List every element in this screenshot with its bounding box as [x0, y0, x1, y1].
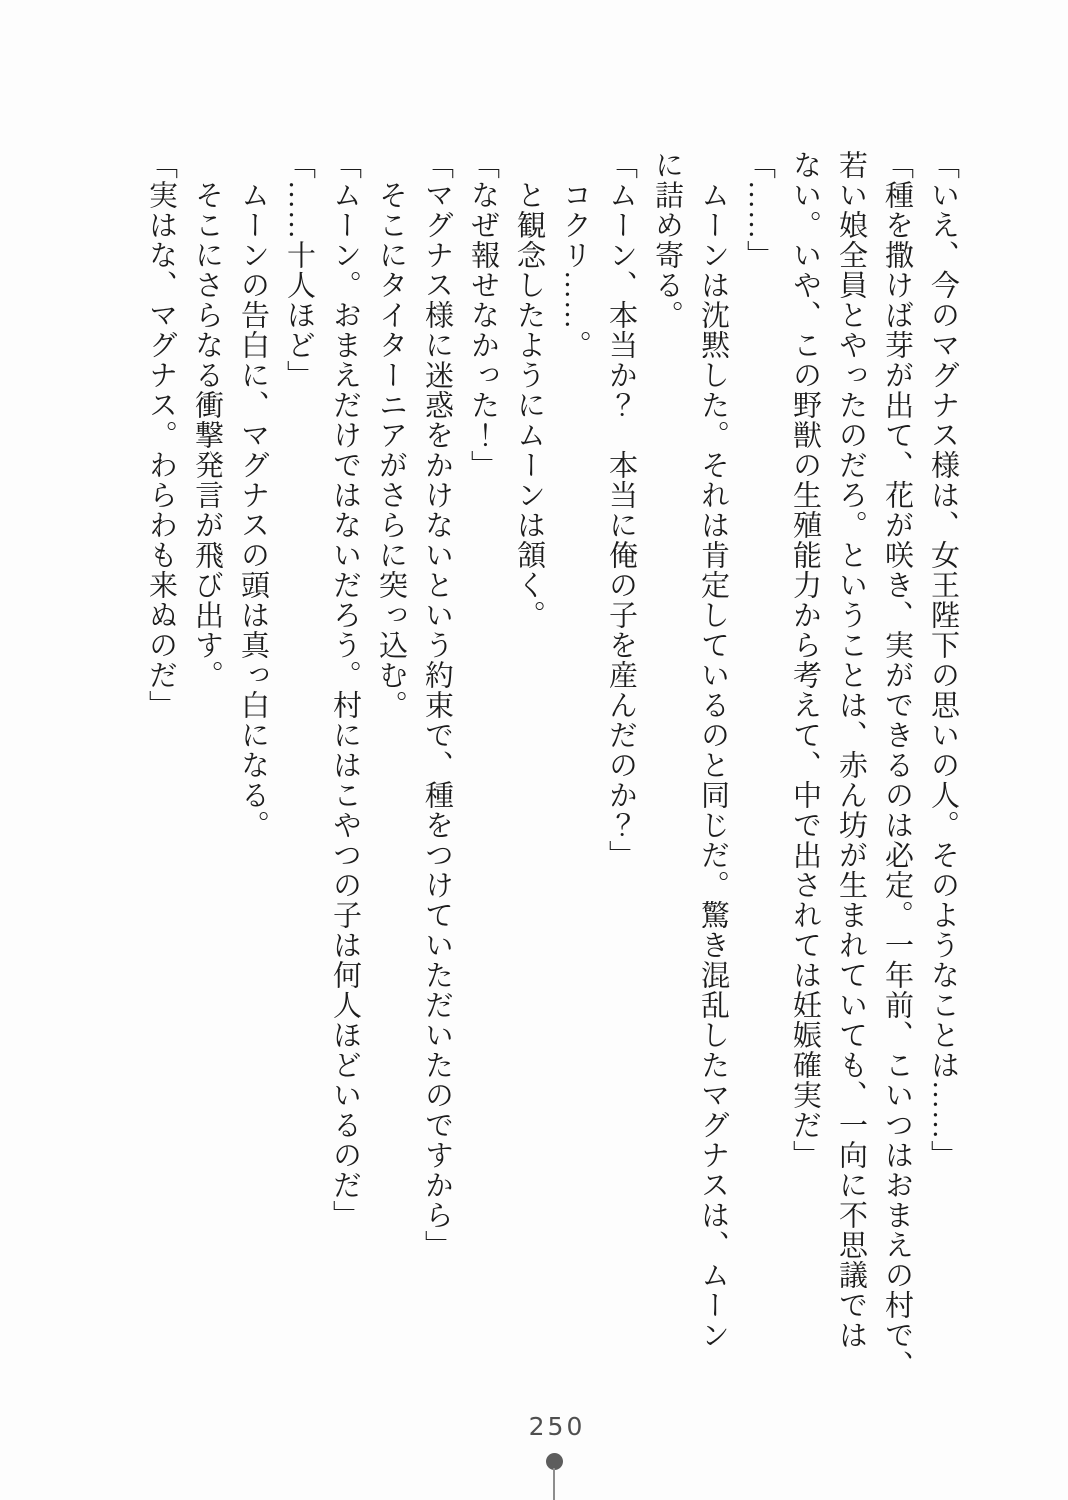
text-line-9: コクリ……。: [559, 180, 591, 360]
page-number: 250: [528, 1412, 586, 1441]
text-line-17: そこにさらなる衝撃発言が飛び出す。: [191, 180, 223, 690]
text-line-5: 「……」: [743, 150, 775, 270]
text-line-3: 若い娘全員とやったのだろ。ということは、赤ん坊が生まれていても、一向に不思議では: [835, 150, 867, 1350]
text-line-14: 「ムーン。おまえだけではないだろう。村にはこやつの子は何人ほどいるのだ」: [329, 150, 361, 1230]
text-line-11: 「なぜ報せなかった！」: [467, 150, 499, 480]
text-line-2: 「種を撒けば芽が出て、花が咲き、実ができるのは必定。一年前、こいつはおまえの村で、: [881, 150, 913, 1380]
text-line-15: 「……十人ほど」: [283, 150, 315, 390]
footer-line: [553, 1468, 555, 1500]
text-line-1: 「いえ、今のマグナス様は、女王陛下の思いの人。そのようなことは……」: [927, 150, 959, 1170]
text-line-12: 「マグナス様に迷惑をかけないという約束で、種をつけていただいたのですから」: [421, 150, 453, 1260]
text-line-10: と観念したようにムーンは頷く。: [513, 180, 545, 630]
text-line-18: 「実はな、マグナス。わらわも来ぬのだ」: [145, 150, 177, 720]
text-line-13: そこにタイターニアがさらに突っ込む。: [375, 180, 407, 720]
text-line-4: ない。いや、この野獣の生殖能力から考えて、中で出されては妊娠確実だ」: [789, 150, 821, 1170]
text-line-7: に詰め寄る。: [651, 150, 683, 330]
main-text: [138, 150, 966, 1390]
text-line-16: ムーンの告白に、マグナスの頭は真っ白になる。: [237, 180, 269, 840]
text-line-8: 「ムーン、本当か？ 本当に俺の子を産んだのか？」: [605, 150, 637, 870]
text-line-6: ムーンは沈黙した。それは肯定しているのと同じだ。驚き混乱したマグナスは、ムーン: [697, 180, 729, 1350]
